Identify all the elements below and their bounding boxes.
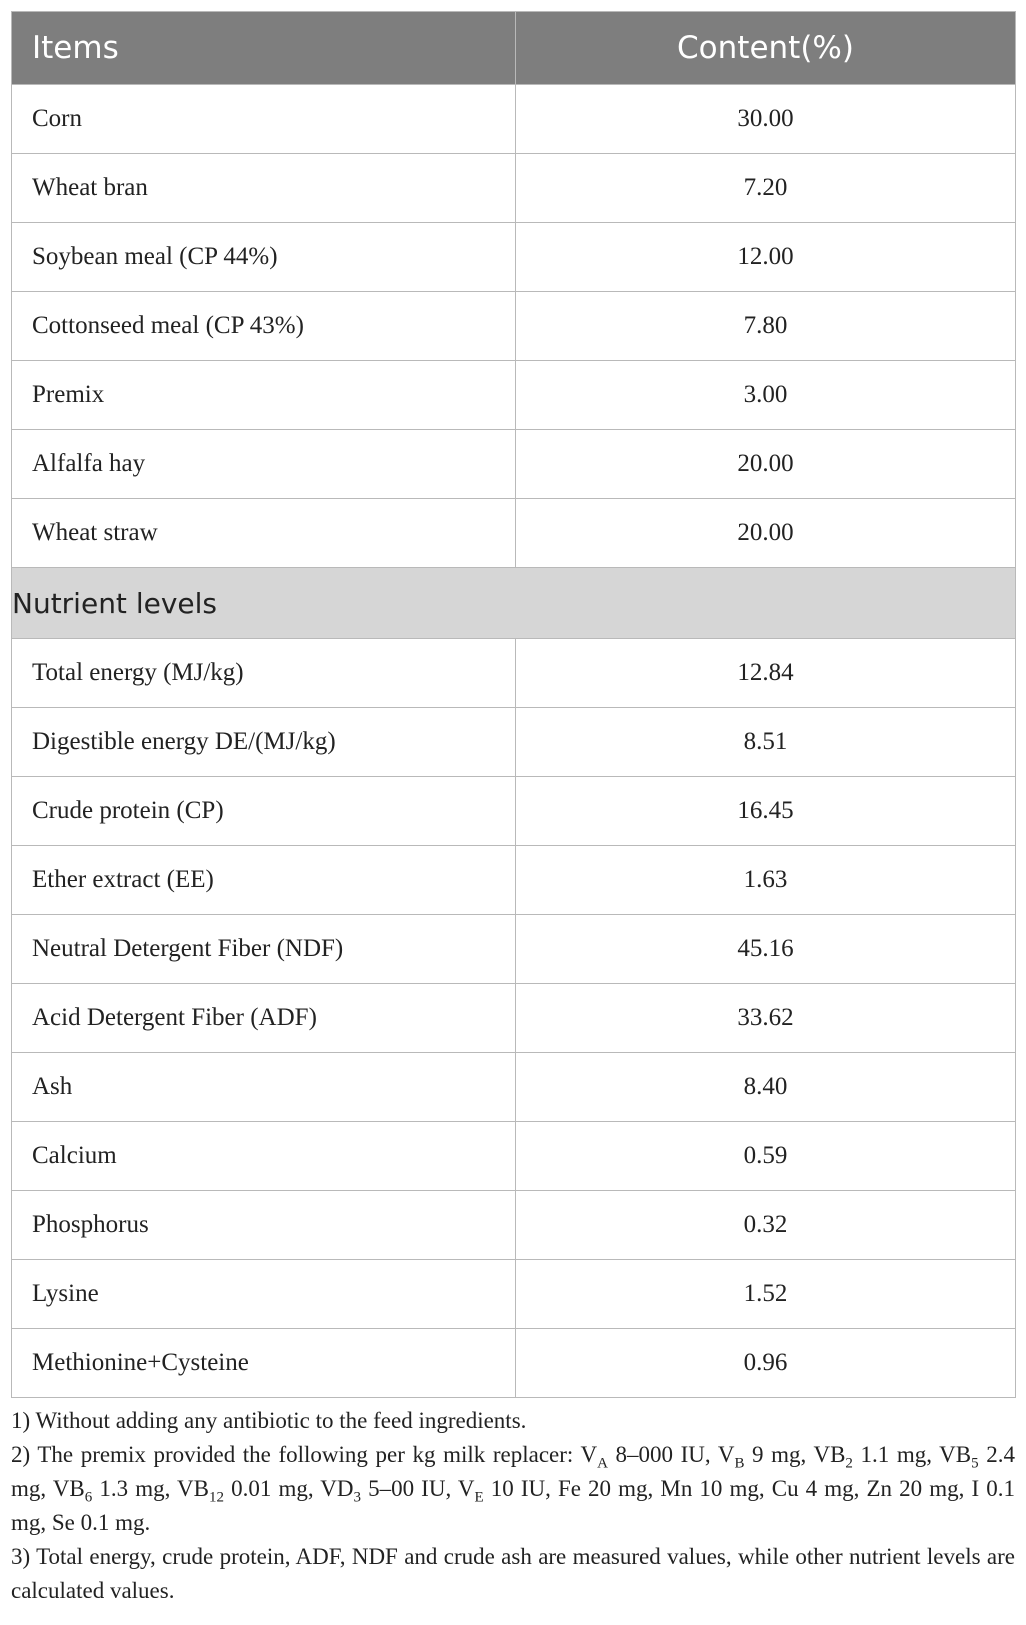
footnote-2 (11, 1438, 1015, 1540)
nutrient-name: Ether extract (EE) (12, 846, 516, 915)
header-content: Content(%) (516, 12, 1016, 85)
section-header-row (12, 568, 1016, 639)
table-row (12, 292, 1016, 361)
nutrient-name: Crude protein (CP) (12, 777, 516, 846)
nutrient-value: 1.52 (516, 1260, 1016, 1329)
subscript: 5 (971, 1455, 979, 1472)
subscript: 3 (353, 1489, 361, 1506)
ingredient-value: 30.00 (516, 85, 1016, 154)
nutrient-value: 16.45 (516, 777, 1016, 846)
nutrient-value: 8.40 (516, 1053, 1016, 1122)
footnote-2-text: 1.1 mg, VB (852, 1442, 972, 1467)
nutrient-value: 12.84 (516, 639, 1016, 708)
table-row (12, 984, 1016, 1053)
nutrient-value: 1.63 (516, 846, 1016, 915)
nutrient-name: Ash (12, 1053, 516, 1122)
subscript: 12 (209, 1489, 224, 1506)
table-footnotes (11, 1404, 1015, 1608)
ingredient-value: 7.20 (516, 154, 1016, 223)
subscript: E (474, 1489, 484, 1506)
nutrient-value: 0.59 (516, 1122, 1016, 1191)
table-row (12, 85, 1016, 154)
footnote-2-text: 10 IU, Fe 20 mg, Mn 10 mg, Cu 4 mg, Zn 20 mg, I 0.1 mg, Se 0.1 mg. (11, 1476, 1015, 1535)
section-label-nutrient-levels: Nutrient levels (12, 568, 1016, 639)
table-row (12, 1122, 1016, 1191)
footnote-1: 1) Without adding any antibiotic to the feed ingredients. (11, 1408, 527, 1433)
feed-composition-table (11, 11, 1016, 1398)
nutrient-name: Methionine+Cysteine (12, 1329, 516, 1398)
ingredient-value: 3.00 (516, 361, 1016, 430)
footnote-2-text: 8–000 IU, V (607, 1442, 735, 1467)
table-row (12, 777, 1016, 846)
table-row (12, 499, 1016, 568)
ingredient-name: Cottonseed meal (CP 43%) (12, 292, 516, 361)
ingredient-name: Wheat bran (12, 154, 516, 223)
ingredient-value: 7.80 (516, 292, 1016, 361)
table-row (12, 846, 1016, 915)
table-row (12, 639, 1016, 708)
table-row (12, 708, 1016, 777)
table-row (12, 430, 1016, 499)
footnote-3: 3) Total energy, crude protein, ADF, NDF and crude ash are measured values, while other nutrient levels are calculated values. (11, 1544, 1015, 1603)
table-row (12, 1191, 1016, 1260)
ingredient-name: Corn (12, 85, 516, 154)
table-row (12, 154, 1016, 223)
nutrient-name: Total energy (MJ/kg) (12, 639, 516, 708)
nutrient-value: 33.62 (516, 984, 1016, 1053)
ingredient-value: 12.00 (516, 223, 1016, 292)
nutrient-name: Neutral Detergent Fiber (NDF) (12, 915, 516, 984)
ingredient-value: 20.00 (516, 430, 1016, 499)
subscript: A (597, 1455, 608, 1472)
nutrient-name: Digestible energy DE/(MJ/kg) (12, 708, 516, 777)
footnote-2-intro: 2) The premix provided the following per kg milk replacer: V (11, 1442, 598, 1467)
table-row (12, 1260, 1016, 1329)
header-items: Items (12, 12, 516, 85)
footnote-2-text: 5–00 IU, V (360, 1476, 475, 1501)
nutrient-value: 0.32 (516, 1191, 1016, 1260)
nutrient-value: 8.51 (516, 708, 1016, 777)
nutrient-name: Phosphorus (12, 1191, 516, 1260)
nutrient-value: 45.16 (516, 915, 1016, 984)
nutrient-name: Acid Detergent Fiber (ADF) (12, 984, 516, 1053)
subscript: 6 (84, 1489, 93, 1506)
ingredient-name: Premix (12, 361, 516, 430)
table-row (12, 1329, 1016, 1398)
ingredient-name: Alfalfa hay (12, 430, 516, 499)
nutrient-value: 0.96 (516, 1329, 1016, 1398)
table-row (12, 361, 1016, 430)
footnote-2-text: 9 mg, VB (744, 1442, 846, 1467)
table-header-row (12, 12, 1016, 85)
ingredient-name: Soybean meal (CP 44%) (12, 223, 516, 292)
subscript: B (734, 1455, 745, 1472)
nutrient-name: Calcium (12, 1122, 516, 1191)
nutrient-name: Lysine (12, 1260, 516, 1329)
table-row (12, 1053, 1016, 1122)
footnote-2-text: 0.01 mg, VD (224, 1476, 354, 1501)
ingredient-value: 20.00 (516, 499, 1016, 568)
feed-composition-page (11, 11, 1015, 1608)
subscript: 2 (845, 1455, 853, 1472)
footnote-2-text: 1.3 mg, VB (92, 1476, 209, 1501)
ingredient-name: Wheat straw (12, 499, 516, 568)
footnote-2-text: 2.4 mg, VB (11, 1442, 1015, 1501)
table-row (12, 915, 1016, 984)
table-row (12, 223, 1016, 292)
